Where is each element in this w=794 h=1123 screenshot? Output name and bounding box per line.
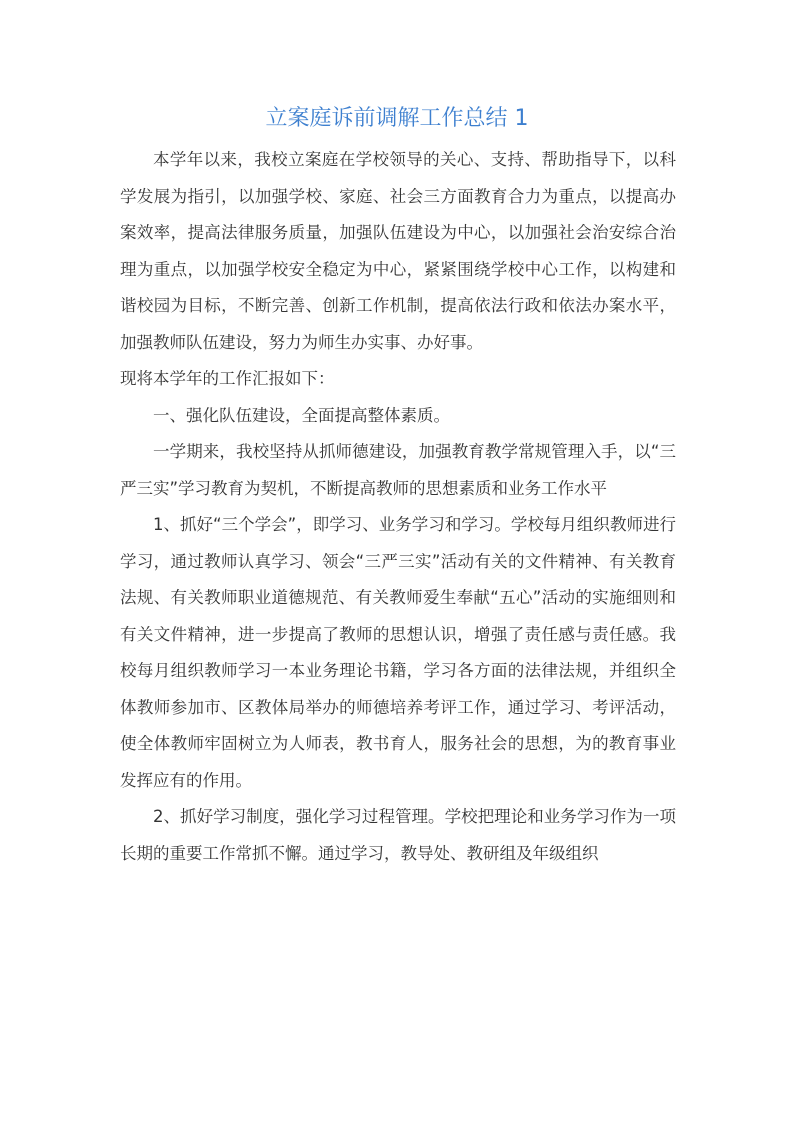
section-heading-1: 一、强化队伍建设，全面提高整体素质。 (153, 405, 450, 425)
paragraph-item-2: 2、抓好学习制度，强化学习过程管理。学校把理论和业务学习作为一项长期的重要工作常抓不懈。通过学习，教导处、教研组及年级组织 (120, 807, 676, 863)
paragraph-item-1: 1、抓好“三个学会”，即学习、业务学习和学习。学校每月组织教师进行学习，通过教师认真学习、领会“三严三实”活动有关的文件精神、有关教育法规、有关教师职业道德规范、有关教师爱生奉献“五心”活动的实施细则和有关文件精神，进一步提高了教师的思想认识，增强了责任感与责任感。我校每月组织教师学习一本业务理论书籍，学习各方面的法律法规，并组织全体教师参加市、区教体局举办的师德培养考评工作，通过学习、考评活动，使全体教师牢固树立为人师表，教书育人，服务社会的思想，为的教育事业发挥应有的作用。 (120, 515, 676, 790)
paragraph-semester: 一学期来，我校坚持从抓师德建设，加强教育教学常规管理入手，以“三严三实”学习教育为契机，不断提高教师的思想素质和业务工作水平 (120, 442, 676, 498)
paragraph-report-lead: 现将本学年的工作汇报如下： (120, 369, 335, 388)
document-title: 立案庭诉前调解工作总结 1 (265, 106, 529, 131)
document-body (120, 142, 676, 872)
paragraph-intro: 本学年以来，我校立案庭在学校领导的关心、支持、帮助指导下，以科学发展为指引，以加强学校、家庭、社会三方面教育合力为重点，以提高办案效率，提高法律服务质量，加强队伍建设为中心，以加强社会治安综合治理为重点，以加强学校安全稳定为中心，紧紧围绕学校中心工作，以构建和谐校园为目标，不断完善、创新工作机制，提高依法行政和依法办案水平，加强教师队伍建设，努力为师生办实事、办好事。 (120, 150, 676, 352)
